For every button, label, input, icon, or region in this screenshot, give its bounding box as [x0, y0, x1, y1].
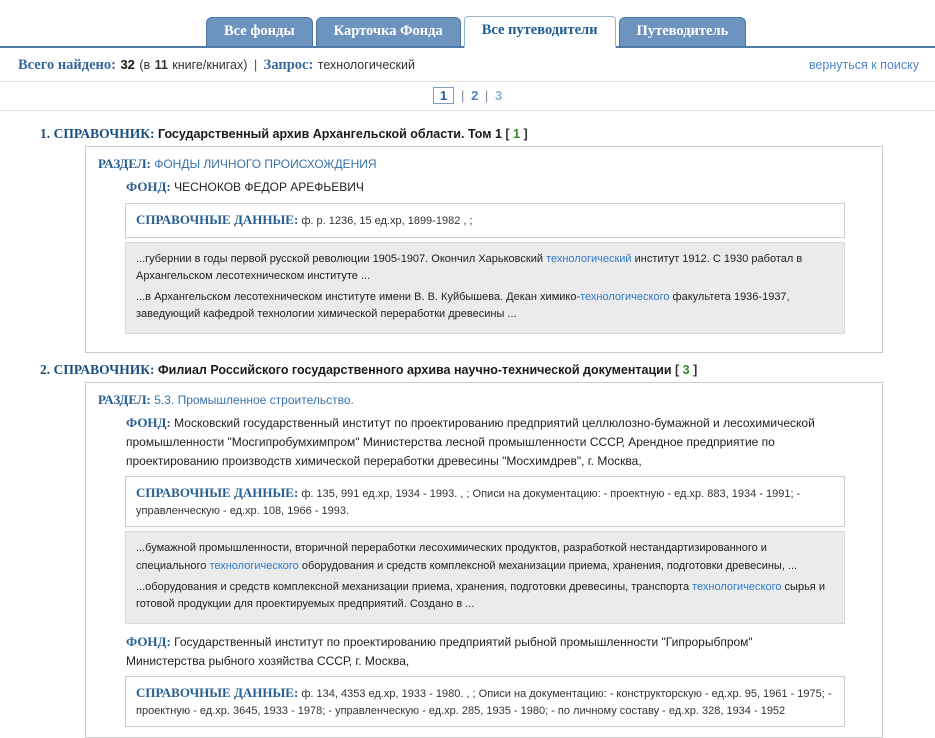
- books-count: 11: [154, 58, 168, 72]
- snippet-box: [125, 531, 845, 623]
- match-count: 1: [513, 127, 521, 141]
- section-line: [98, 156, 870, 172]
- result-heading: [40, 362, 935, 378]
- fund-line: [126, 413, 825, 470]
- bracket-close: ]: [693, 363, 698, 378]
- fund-name: ЧЕСНОКОВ ФЕДОР АРЕФЬЕВИЧ: [174, 180, 364, 194]
- page-1-current[interactable]: 1: [433, 87, 454, 104]
- reference-data-value: ф. 134, 4353 ед.хр, 1933 - 1980. , ; Описи на документацию: - конструкторскую - ед.хр. 95, 1961 - 1975; - проектную - ед.хр. 3645, 1933 - 1978; - управленческую - ед.хр. 285, 1935 - 1980; - по личному составу - ед.хр. 328, 1934 - 1952: [136, 688, 832, 717]
- snippet-text: ...бумажной промышленности, вторичной переработки лесохимических продуктов, разработкой нестандартизированного и специального: [136, 542, 767, 572]
- snippet: [136, 251, 834, 286]
- section-link[interactable]: 5.3. Промышленное строительство.: [154, 393, 354, 408]
- reference-data-label: СПРАВОЧНЫЕ ДАННЫЕ:: [136, 685, 299, 701]
- result-number: 1.: [40, 126, 51, 141]
- bracket-close: ]: [523, 127, 528, 141]
- reference-data-value: ф. 135, 991 ед.хр, 1934 - 1993. , ; Описи на документацию: - проектную - ед.хр. 883, 1934 - 1991; - управленческую - ед.хр. 108, 1966 - 1993.: [136, 488, 801, 517]
- snippet: [136, 579, 834, 614]
- snippet-text: факультета 1936-1937, заведующий кафедрой технологии химической переработки древесины ...: [136, 290, 790, 321]
- snippet-text: ...в Архангельском лесотехническом институте имени В. В. Куйбышева. Декан химико-: [136, 290, 581, 303]
- page-3-link[interactable]: 3: [494, 88, 503, 103]
- section-line: [98, 392, 870, 408]
- handbook-label: СПРАВОЧНИК:: [53, 126, 155, 141]
- pagination: [0, 82, 935, 110]
- snippet-text: ...губернии в годы первой русской революции 1905-1907. Окончил Харьковский: [136, 252, 547, 265]
- reference-data-value: ф. р. 1236, 15 ед.хр, 1899-1982 , ;: [301, 215, 473, 228]
- section-link[interactable]: ФОНДЫ ЛИЧНОГО ПРОИСХОЖДЕНИЯ: [154, 157, 377, 171]
- query-label: Запрос:: [263, 57, 314, 73]
- found-label: Всего найдено:: [18, 57, 116, 73]
- page-2-link[interactable]: 2: [471, 88, 479, 103]
- result-box: [85, 146, 883, 353]
- pipe-separator: |: [253, 57, 258, 72]
- fund-name: Московский государственный институт по проектированию предприятий целлюлозно-бумажной и лесохимической промышленности "Мосгипробумхимпром" Министерства лесной промышленности СССР, Арендное предприятие по проектированию производств химической переработки древесины "Мосхимдрев", г. Москва,: [126, 416, 815, 468]
- snippet-text: сырья и готовой продукции для проектируемых предприятий. Создано в ...: [136, 580, 825, 611]
- result-box: [85, 382, 883, 738]
- match-count: 3: [682, 363, 690, 378]
- snippet-text: институт 1912. С 1930 работал в Архангельском лесотехническом институте ...: [136, 252, 803, 283]
- handbook-label: СПРАВОЧНИК:: [53, 362, 155, 378]
- snippet-text: ...оборудования и средств комплексной механизации приема, хранения, подготовки древесины, транспорта: [136, 580, 693, 593]
- result-summary: [18, 56, 415, 74]
- tab-guide[interactable]: Путеводитель: [619, 17, 747, 46]
- tab-fund-card[interactable]: Карточка Фонда: [316, 17, 461, 46]
- reference-data-label: СПРАВОЧНЫЕ ДАННЫЕ:: [136, 485, 299, 501]
- result-number: 2.: [40, 362, 51, 378]
- result-header: [0, 48, 935, 81]
- bracket-open: [: [505, 127, 510, 141]
- fund-line: [126, 177, 825, 197]
- in-books-suffix: книге/книгах): [172, 58, 248, 72]
- snippet-text: оборудования и средств комплексной механизации приема, хранения, подготовки древесины, ...: [298, 559, 798, 572]
- page-separator: |: [484, 88, 489, 103]
- fund-line: [126, 632, 825, 671]
- snippet-box: [125, 242, 845, 334]
- handbook-title: Государственный архив Архангельской области. Том 1: [157, 127, 502, 141]
- section-label: РАЗДЕЛ:: [98, 156, 151, 171]
- query-value: технологический: [317, 58, 415, 72]
- fund-name: Государственный институт по проектированию предприятий рыбной промышленности "Гипрорыбпром" Министерства рыбного хозяйства СССР, г. Москва,: [126, 634, 753, 668]
- highlighted-term: технологического: [692, 580, 782, 593]
- highlighted-term: технологический: [546, 252, 632, 265]
- snippet: [136, 289, 834, 324]
- reference-data-box: [125, 203, 845, 238]
- highlighted-term: технологического: [580, 290, 670, 303]
- reference-data-box: [125, 476, 845, 527]
- handbook-title: Филиал Российского государственного архива научно-технической документации: [157, 363, 672, 378]
- highlighted-term: технологического: [209, 559, 299, 572]
- search-result: [0, 126, 935, 353]
- search-results: [0, 111, 935, 738]
- tab-all-funds[interactable]: Все фонды: [206, 17, 313, 46]
- fund-label: ФОНД:: [126, 179, 171, 194]
- in-books-prefix: (в: [139, 58, 151, 72]
- section-label: РАЗДЕЛ:: [98, 392, 151, 408]
- page-separator: |: [461, 88, 465, 103]
- reference-data-box: [125, 676, 845, 727]
- snippet: [136, 540, 834, 575]
- found-count: 32: [120, 57, 135, 72]
- tab-bar: [0, 0, 935, 48]
- back-to-search-link[interactable]: вернуться к поиску: [808, 58, 919, 72]
- tab-all-guides[interactable]: Все путеводители: [464, 16, 616, 48]
- result-heading: [40, 126, 935, 142]
- reference-data-label: СПРАВОЧНЫЕ ДАННЫЕ:: [136, 212, 299, 228]
- bracket-open: [: [675, 363, 680, 378]
- fund-label: ФОНД:: [126, 415, 171, 431]
- fund-label: ФОНД:: [126, 633, 171, 649]
- search-result: [0, 362, 935, 738]
